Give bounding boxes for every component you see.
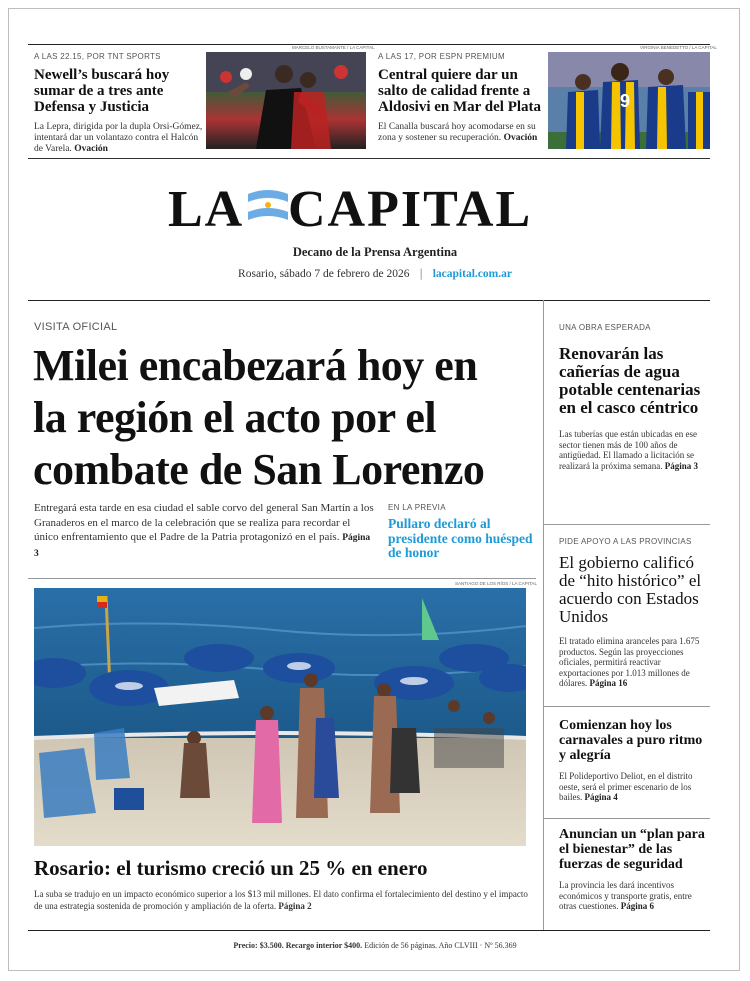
photo-credit: VIRGINIA BENEDETTO / LA CAPITAL [640,45,717,50]
related-headline[interactable]: Pullaro declaró al presidente como huésped de honor [388,516,533,560]
teaser-kicker: A LAS 22.15, POR TNT SPORTS [34,52,161,61]
svg-text:9: 9 [620,91,631,111]
masthead-dateline: Rosario, sábado 7 de febrero de 2026 | lacapital.com.ar [238,266,512,280]
lead-headline-line: la región el acto por el [33,393,437,442]
argentine-flag-icon [244,184,292,230]
teaser-section: Ovación [503,133,538,143]
lead-kicker: VISITA OFICIAL [34,321,118,333]
related-story[interactable] [388,503,534,561]
teaser-section: Ovación [74,144,108,154]
lead-headline[interactable] [33,340,533,496]
sidebar-rule [544,706,710,707]
related-kicker: EN LA PREVIA [388,503,446,512]
masthead-tagline: Decano de la Prensa Argentina [292,245,458,259]
photo-story-page-ref: Página 2 [278,901,312,911]
sidebar-body: El tratado elimina aranceles para 1.675 productos. Según las proyecciones oficiales, permitirá reactivar exportaciones por 1.013 millones de dólares. Página 16 [559,636,700,688]
sidebar-kicker: PIDE APOYO A LAS PROVINCIAS [559,537,692,546]
masthead-bottom-rule [28,300,710,301]
sidebar-body: El Polideportivo Deliot, en el distrito oeste, será el primer escenario de los bailes. Página 4 [559,771,693,802]
photo-credit: MARCELO BUSTAMANTE / LA CAPITAL [292,45,375,50]
sidebar-rule [544,524,710,525]
lead-bottom-rule [28,578,536,579]
teaser-headline[interactable]: Central quiere dar un salto de calidad frente a Aldosivi en Mar del Plata [378,67,542,115]
sidebar-headline[interactable]: El gobierno calificó de “hito histórico” el acuerdo con Estados Unidos [559,553,702,626]
masthead-logo[interactable] [168,180,588,240]
lead-headline-line: combate de San Lorenzo [33,445,485,494]
newells-player-photo[interactable] [206,52,366,149]
sidebar-headline[interactable]: Anuncian un “plan para el bienestar” de las fuerzas de seguridad [559,827,705,872]
sidebar-story-carnival[interactable] [559,718,709,803]
sidebar-page-ref: Página 6 [620,901,654,911]
sidebar-rule [544,818,710,819]
date-line: Rosario, sábado 7 de febrero de 2026 [238,268,410,280]
teaser-bottom-rule [28,158,710,159]
teaser-body: El Canalla buscará hoy acomodarse en su zona y sostener su recuperación. Ovación [378,122,538,143]
sidebar-page-ref: Página 3 [664,460,698,471]
sidebar-page-ref: Página 4 [584,792,618,802]
sidebar-body: Las tuberías que están ubicadas en ese sector tienen más de 100 años de antigüedad. El llamado a licitación se realizará la próxima semana. Página 3 [559,429,698,471]
photo-story-body: La suba se tradujo en un impacto económico superior a los $13 mil millones. El dato confirma el fortalecimiento del destino y el impacto de una estrategia sostenida de promoción y ampliación de la oferta. Página 2 [34,889,528,911]
lead-deck: Entregará esta tarde en esa ciudad el sable corvo del general San Martín a los Granaderos en el marco de la celebración que se realiza para recordar el único enfrentamiento que el Padre de la Patria protagonizó en el país. Página 3 [34,502,374,559]
sidebar-headline[interactable]: Comienzan hoy los carnavales a puro ritmo y alegría [559,718,703,763]
teaser-central[interactable] [378,52,546,144]
site-url-link[interactable]: lacapital.com.ar [432,268,512,280]
sidebar-story-trade-deal[interactable] [559,537,709,689]
column-divider [543,300,544,930]
sidebar-story-security[interactable] [559,827,709,912]
teaser-kicker: A LAS 17, POR ESPN PREMIUM [378,52,505,61]
sidebar-headline[interactable]: Renovarán las cañerías de agua potable centenarias en el casco céntrico [559,344,701,417]
footer-rule [28,930,710,931]
teaser-body: La Lepra, dirigida por la dupla Orsi-Gómez, intentará dar un volantazo contra el Halcón de Varela. Ovación [34,122,203,154]
footer-edition: Edición de 56 páginas. Año CLVIII · Nº 56.369 [364,941,517,950]
sidebar-body: La provincia les dará incentivos económicos y transporte gratis, entre otras cuestiones. Página 6 [559,880,692,911]
sidebar-story-water[interactable] [559,323,709,471]
sidebar-kicker: UNA OBRA ESPERADA [559,323,651,332]
teaser-headline[interactable]: Newell’s buscará hoy sumar de a tres ante Defensa y Justicia [34,67,170,115]
lead-headline-line: Milei encabezará hoy en [33,341,478,390]
photo-story-headline[interactable]: Rosario: el turismo creció un 25 % en enero [34,856,428,880]
central-players-photo[interactable] [548,52,710,149]
footer-line [0,941,750,950]
photo-credit: SANTIAGO DE LOS RÍOS / LA CAPITAL [455,581,537,586]
teaser-newells[interactable] [34,52,204,155]
logo-text-capital: CAPITAL [288,181,533,238]
footer-price: Precio: $3.500. Recargo interior $400. [233,941,363,950]
logo-text-la: LA [168,181,245,238]
lead-page-ref: Página 3 [34,533,371,559]
sidebar-page-ref: Página 16 [589,678,628,688]
beach-tourism-photo[interactable] [34,588,526,846]
